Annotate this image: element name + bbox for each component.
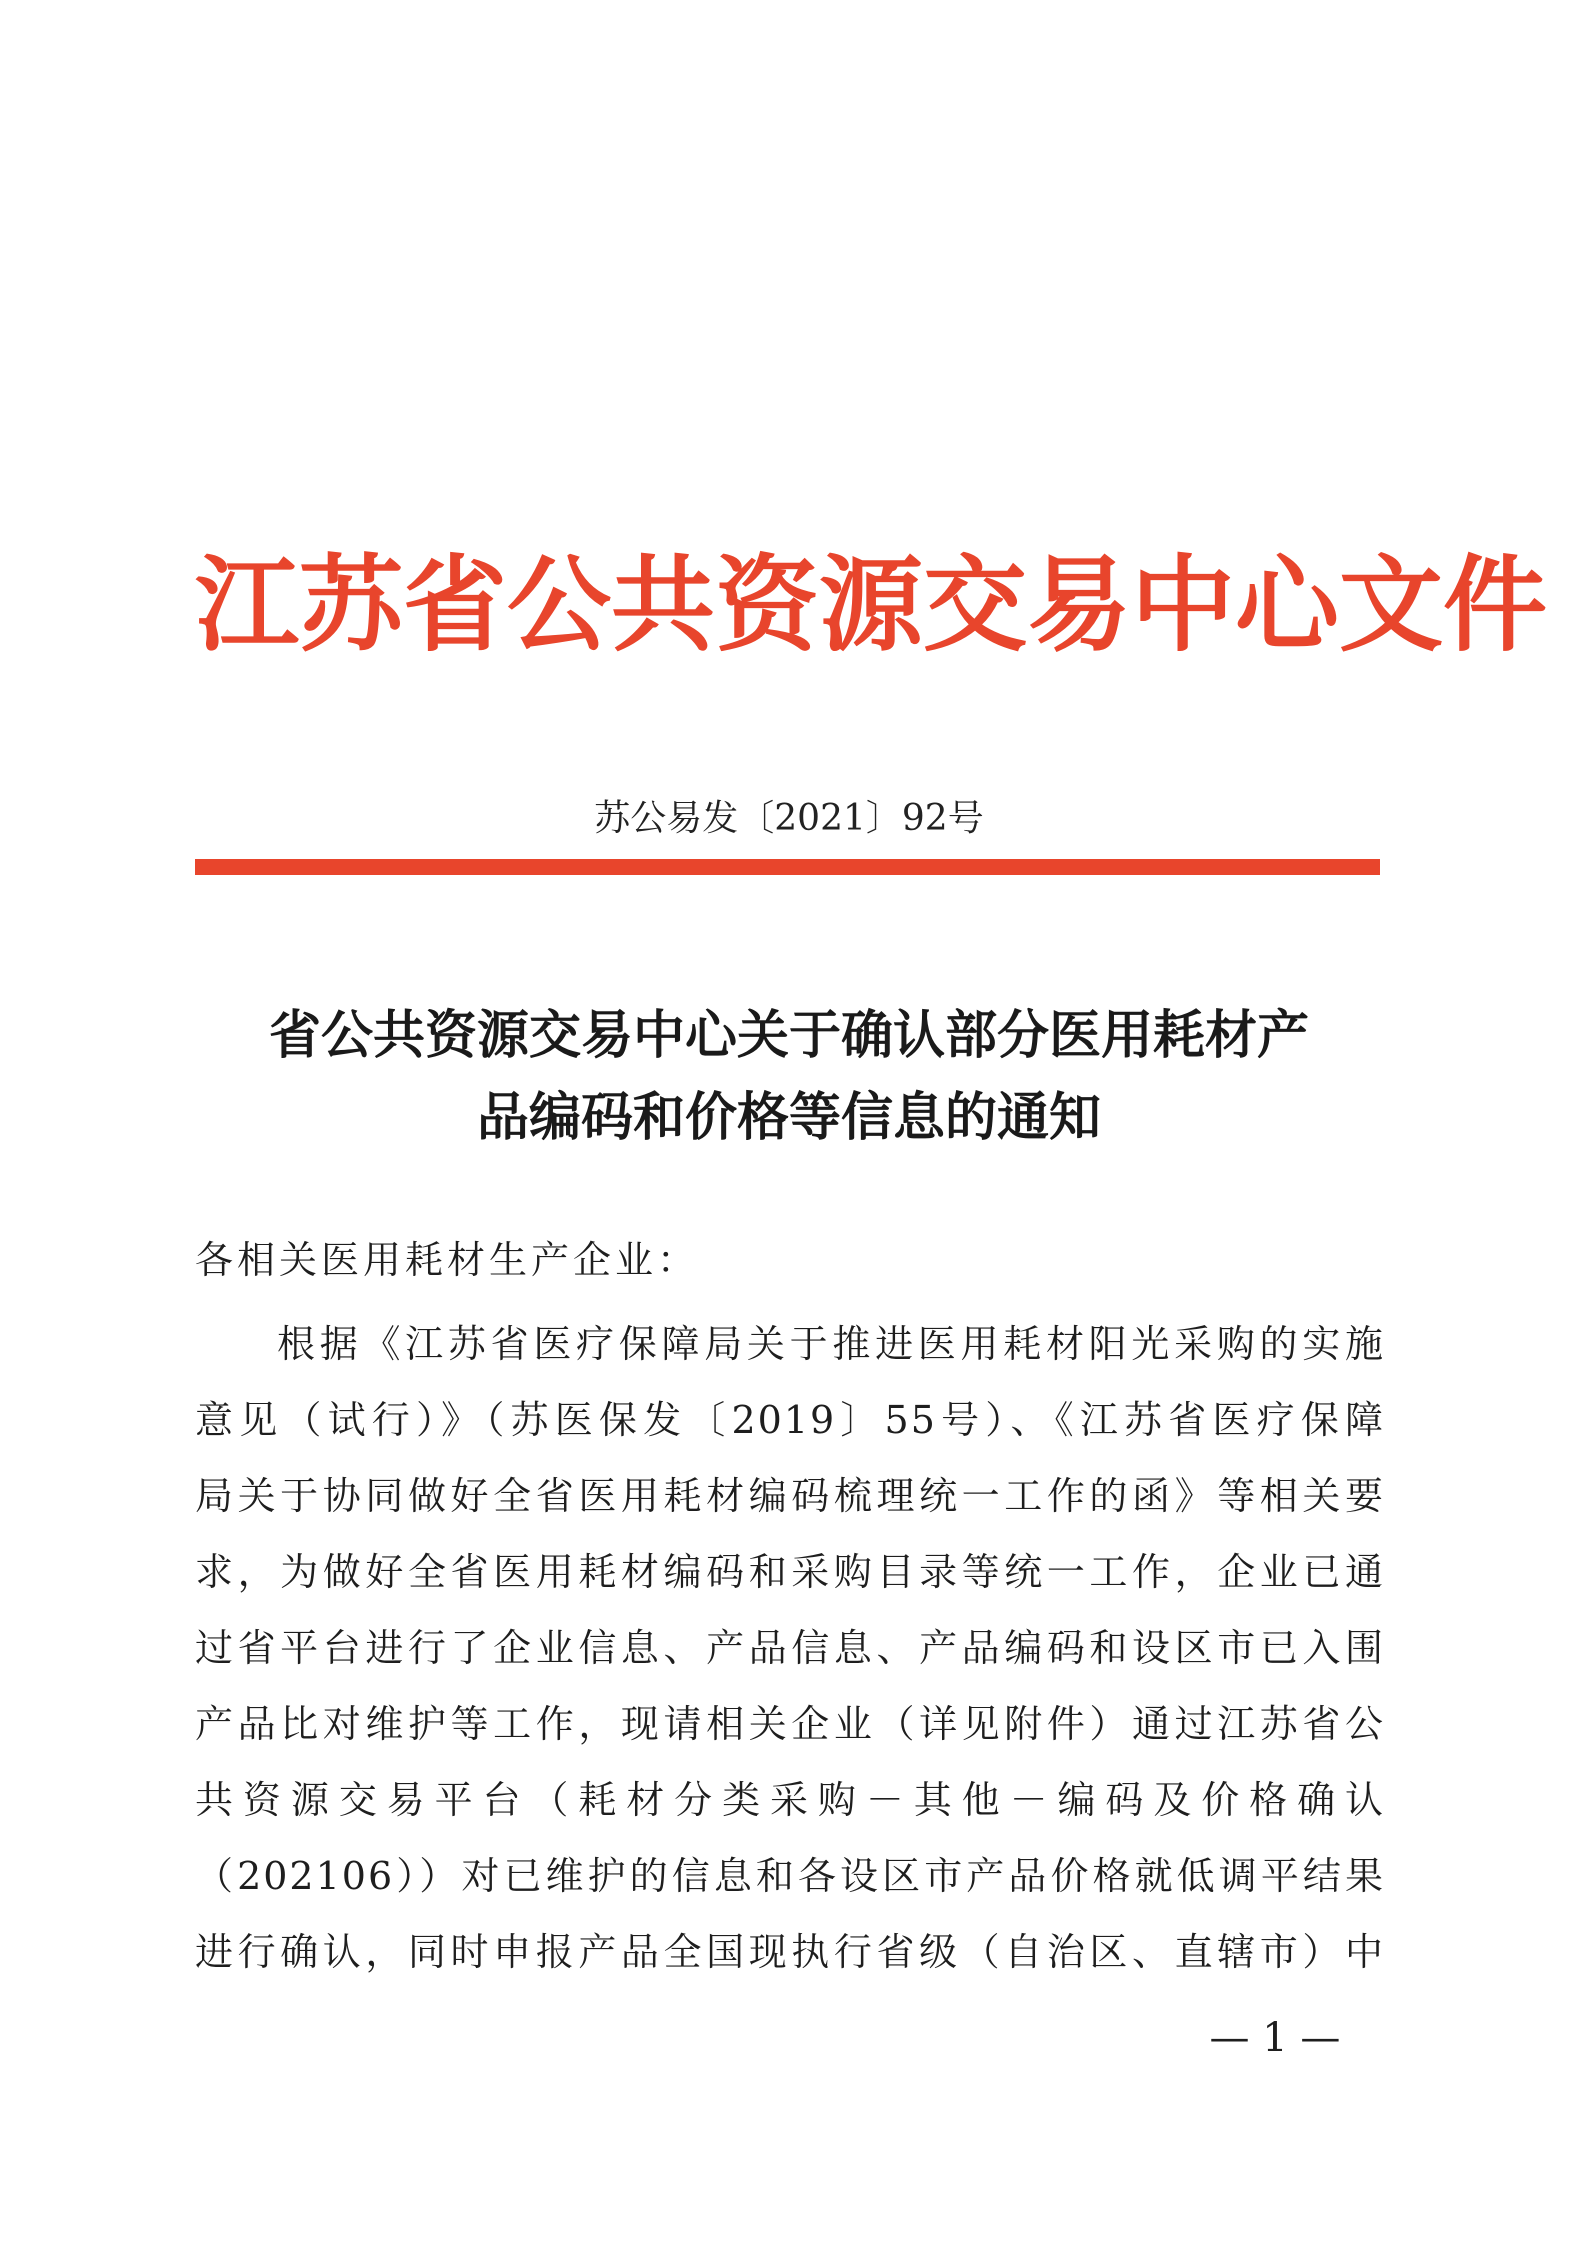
document-title [160, 995, 1418, 1159]
document-title-line-1: 省公共资源交易中心关于确认部分医用耗材产 [268, 1006, 1309, 1066]
red-divider-rule [195, 859, 1380, 875]
body-line: 局关于协同做好全省医用耗材编码梳理统一工作的函》等相关要 [195, 1474, 1385, 1518]
body-line: 过省平台进行了企业信息、产品信息、产品编码和设区市已入围 [195, 1626, 1385, 1670]
document-number: 苏公易发〔2021〕92号 [594, 798, 984, 839]
body-line: 意见（试行）》（苏医保发〔2019〕55号）、《江苏省医疗保障 [195, 1398, 1385, 1442]
agency-header-title: 江苏省公共资源交易中心文件 [195, 544, 1548, 666]
body-line: 进行确认，同时申报产品全国现执行省级（自治区、直辖市）中 [195, 1930, 1385, 1974]
page-number: — 1 — [1209, 2015, 1341, 2061]
body-line: （202106））对已维护的信息和各设区市产品价格就低调平结果 [195, 1854, 1385, 1898]
body-line: 求，为做好全省医用耗材编码和采购目录等统一工作，企业已通 [195, 1550, 1385, 1594]
document-title-line-2: 品编码和价格等信息的通知 [476, 1088, 1101, 1148]
body-line: 产品比对维护等工作，现请相关企业（详见附件）通过江苏省公 [195, 1702, 1385, 1746]
body-line: 共资源交易平台（耗材分类采购－其他－编码及价格确认 [195, 1778, 1385, 1822]
body-text [195, 1306, 1385, 1990]
body-line: 根据《江苏省医疗保障局关于推进医用耗材阳光采购的实施 [277, 1322, 1385, 1366]
salutation: 各相关医用耗材生产企业： [195, 1238, 700, 1282]
